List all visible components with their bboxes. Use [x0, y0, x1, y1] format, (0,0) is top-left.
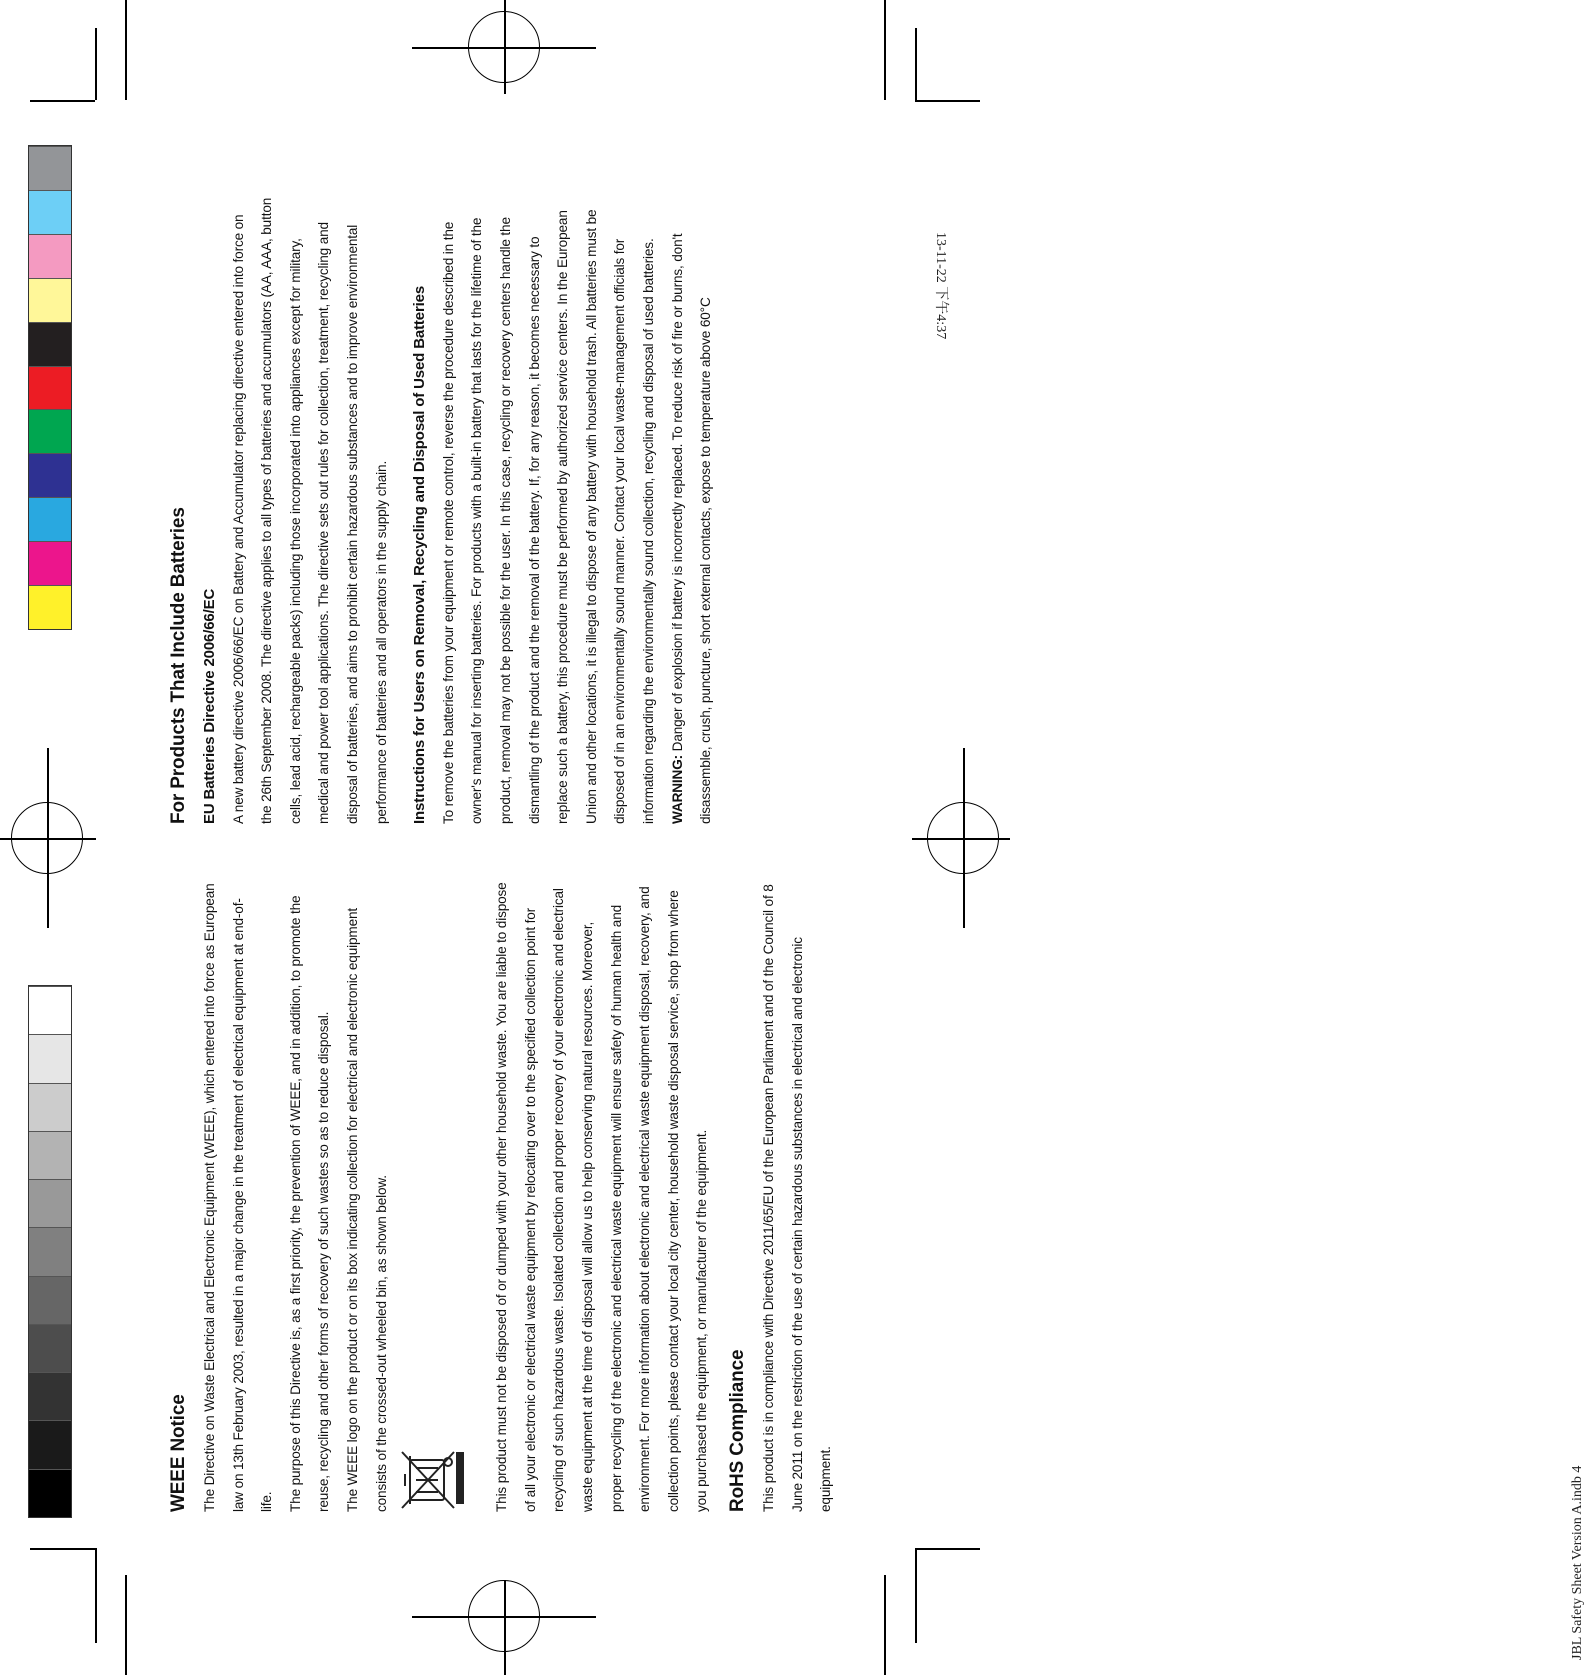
crop-mark — [30, 100, 95, 102]
crop-mark — [125, 0, 127, 100]
color-swatch — [29, 1179, 71, 1227]
crop-mark — [915, 28, 917, 100]
color-swatch — [29, 585, 71, 629]
color-swatch — [29, 497, 71, 541]
color-swatch — [29, 278, 71, 322]
color-swatch — [29, 234, 71, 278]
color-swatch — [29, 453, 71, 497]
column-right-content — [162, 194, 721, 824]
color-swatch — [29, 1034, 71, 1082]
color-swatch — [29, 1420, 71, 1468]
rohs-heading: RoHS Compliance — [726, 1349, 748, 1512]
color-swatch — [29, 986, 71, 1034]
color-swatch — [29, 366, 71, 410]
footer-timestamp: 13-11-22 下午4:37 — [933, 232, 948, 340]
color-swatch — [29, 146, 71, 190]
color-swatch — [29, 322, 71, 366]
warning-label: WARNING: — [669, 754, 685, 824]
weee-bin-svg — [402, 1392, 464, 1512]
crop-mark — [915, 100, 980, 102]
crop-mark — [915, 1548, 980, 1550]
color-swatch — [29, 1324, 71, 1372]
color-swatch — [29, 409, 71, 453]
column-left — [162, 882, 841, 1512]
crop-mark — [30, 1548, 95, 1550]
color-swatch — [29, 1227, 71, 1275]
weee-paragraph-2: The purpose of this Directive is, as a first priority, the prevention of WEEE, and in addition, to promote the reuse, recycling and other forms of recovery of such wastes so as to reduce disposal. — [287, 895, 332, 1512]
weee-heading: WEEE Notice — [168, 1394, 189, 1512]
crop-mark — [125, 1575, 127, 1675]
color-swatch — [29, 541, 71, 585]
color-swatch — [29, 1276, 71, 1324]
warning-text: Danger of explosion if battery is incorrectly replaced. To reduce risk of fire or burns, don't disassemble, crush, puncture, short external contacts, expose to temperature above 60°C — [669, 233, 714, 824]
gray-ramp — [28, 985, 72, 1518]
warning-paragraph — [664, 194, 721, 824]
crossed-out-wheeled-bin-icon — [402, 1392, 464, 1512]
weee-paragraph-1: The Directive on Waste Electrical and Electronic Equipment (WEEE), which entered into force as European law on 13th February 2003, resulted in a major change in the treatment of electrical equipment at end-of-life. — [202, 883, 275, 1512]
color-swatch — [29, 1469, 71, 1517]
crop-mark — [95, 28, 97, 100]
footer-file-name: JBL Safety Sheet Version A.indb 4 — [1570, 1465, 1585, 1660]
crop-mark — [95, 1548, 97, 1643]
color-swatch — [29, 1083, 71, 1131]
weee-paragraph-3: The WEEE logo on the product or on its box indicating collection for electrical and electronic equipment consists of the crossed-out wheeled bin, as shown below. — [344, 907, 389, 1512]
color-swatch — [29, 1131, 71, 1179]
color-swatch — [29, 1372, 71, 1420]
instructions-paragraph: To remove the batteries from your equipment or remote control, reverse the procedure described in the owner's manual for inserting batteries. For products with a built-in battery that lasts for the lifetime of the product, removal may not be possible for the user. In this case, recycling or recovery centers handle the dismantling of the product and the removal of the battery. If, for any reason, it becomes necessary to replace such a battery, this procedure must be performed by authorized service centers. In the European Union and other locations, it is illegal to dispose of any battery with household trash. All batteries must be disposed of in an environmentally sound manner. Contact your local waste-management officials for information regarding the environmentally sound collection, recycling and disposal of used batteries. — [440, 209, 656, 824]
weee-paragraph-4: This product must not be disposed of or dumped with your other household waste. You are liable to dispose of all your electronic or electrical waste equipment by relocating over to the specified collection point for recycling of such hazardous waste. Isolated collection and proper recovery of your electronic and electrical waste equipment at the time of disposal will allow us to help conserving natural resources. Moreover, proper recycling of the electronic and electrical waste equipment will ensure safety of human health and environment. For more information about electronic and electrical waste equipment disposal, recovery, and collection points, please contact your local city center, household waste disposal service, shop from where you purchased the equipment, or manufacturer of the equipment. — [494, 882, 710, 1512]
color-bar — [28, 145, 72, 630]
crop-mark — [884, 1575, 886, 1675]
instructions-heading: Instructions for Users on Removal, Recycling and Disposal of Used Batteries — [411, 285, 429, 824]
rohs-paragraph: This product is in compliance with Directive 2011/65/EU of the European Parliament and of the Council of 8 June 2011 on the restriction of the use of certain hazardous substances in electrical and electronic equipment. — [760, 884, 834, 1512]
batteries-heading: For Products That Include Batteries — [168, 507, 189, 824]
crop-mark — [884, 0, 886, 100]
color-swatch — [29, 190, 71, 234]
eu-directive-paragraph: A new battery directive 2006/66/EC on Battery and Accumulator replacing directive entered into force on the 26th September 2008. The directive applies to all types of batteries and accumulators (AA, AAA, button cells, lead acid, rechargeable packs) including those incorporated into appliances except for military, medical and power tool applications. The directive sets out rules for collection, treatment, recycling and disposal of batteries, and aims to prohibit certain hazardous substances and to improve environmental performance of batteries and all operators in the supply chain. — [230, 197, 389, 824]
crop-mark — [915, 1548, 917, 1643]
eu-directive-heading: EU Batteries Directive 2006/66/EC — [201, 588, 218, 824]
